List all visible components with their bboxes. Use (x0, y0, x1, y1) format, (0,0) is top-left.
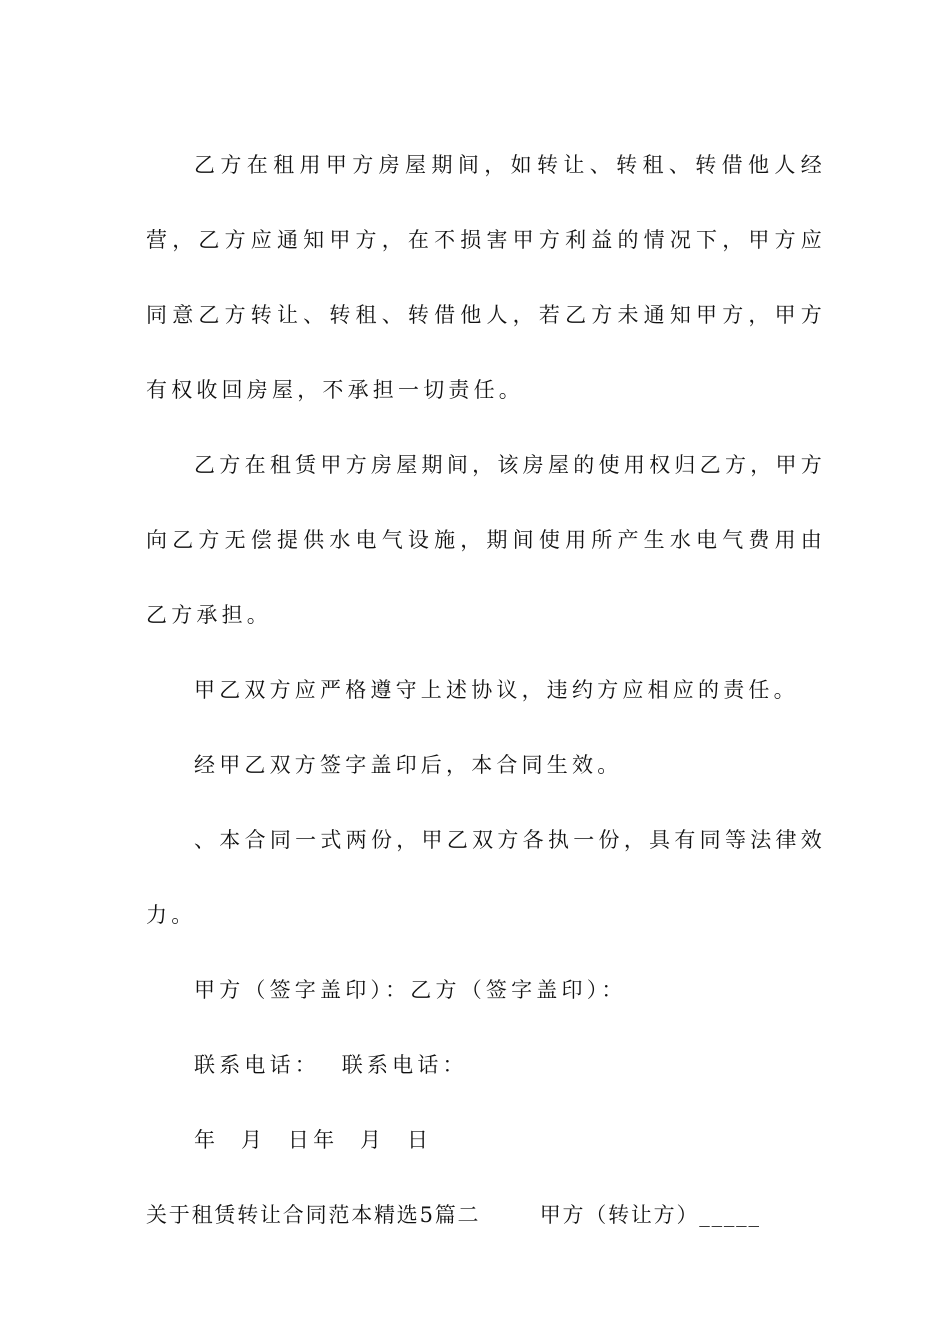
paragraph-effective-clause: 经甲乙双方签字盖印后，本合同生效。 (194, 753, 623, 777)
paragraph-sublease-clause: 乙方在租用甲方房屋期间，如转让、转租、转借他人经营，乙方应通知甲方，在不损害甲方利益的情况下，甲方应同意乙方转让、转租、转借他人，若乙方未通知甲方，甲方有权收回房屋，不承担一切责任。 (146, 153, 826, 402)
date-line: 年 月 日年 月 日 (194, 1128, 433, 1152)
transferor-party-label: 甲方（转让方）_____ (539, 1203, 761, 1227)
document-body (146, 128, 826, 1253)
paragraph-usage-rights-clause: 乙方在租赁甲方房屋期间，该房屋的使用权归乙方，甲方向乙方无偿提供水电气设施，期间使用所产生水电气费用由乙方承担。 (146, 453, 826, 627)
paragraph-compliance-clause: 甲乙双方应严格遵守上述协议，违约方应相应的责任。 (194, 678, 799, 702)
paragraph-copies-clause: 、本合同一式两份，甲乙双方各执一份，具有同等法律效力。 (146, 828, 826, 927)
signature-line: 甲方（签字盖印）：乙方（签字盖印）： (194, 978, 627, 1002)
section-heading-line (146, 1178, 826, 1253)
contact-phone-line: 联系电话： 联系电话： (194, 1053, 468, 1077)
section-title: 关于租赁转让合同范本精选5篇二 (146, 1203, 481, 1227)
